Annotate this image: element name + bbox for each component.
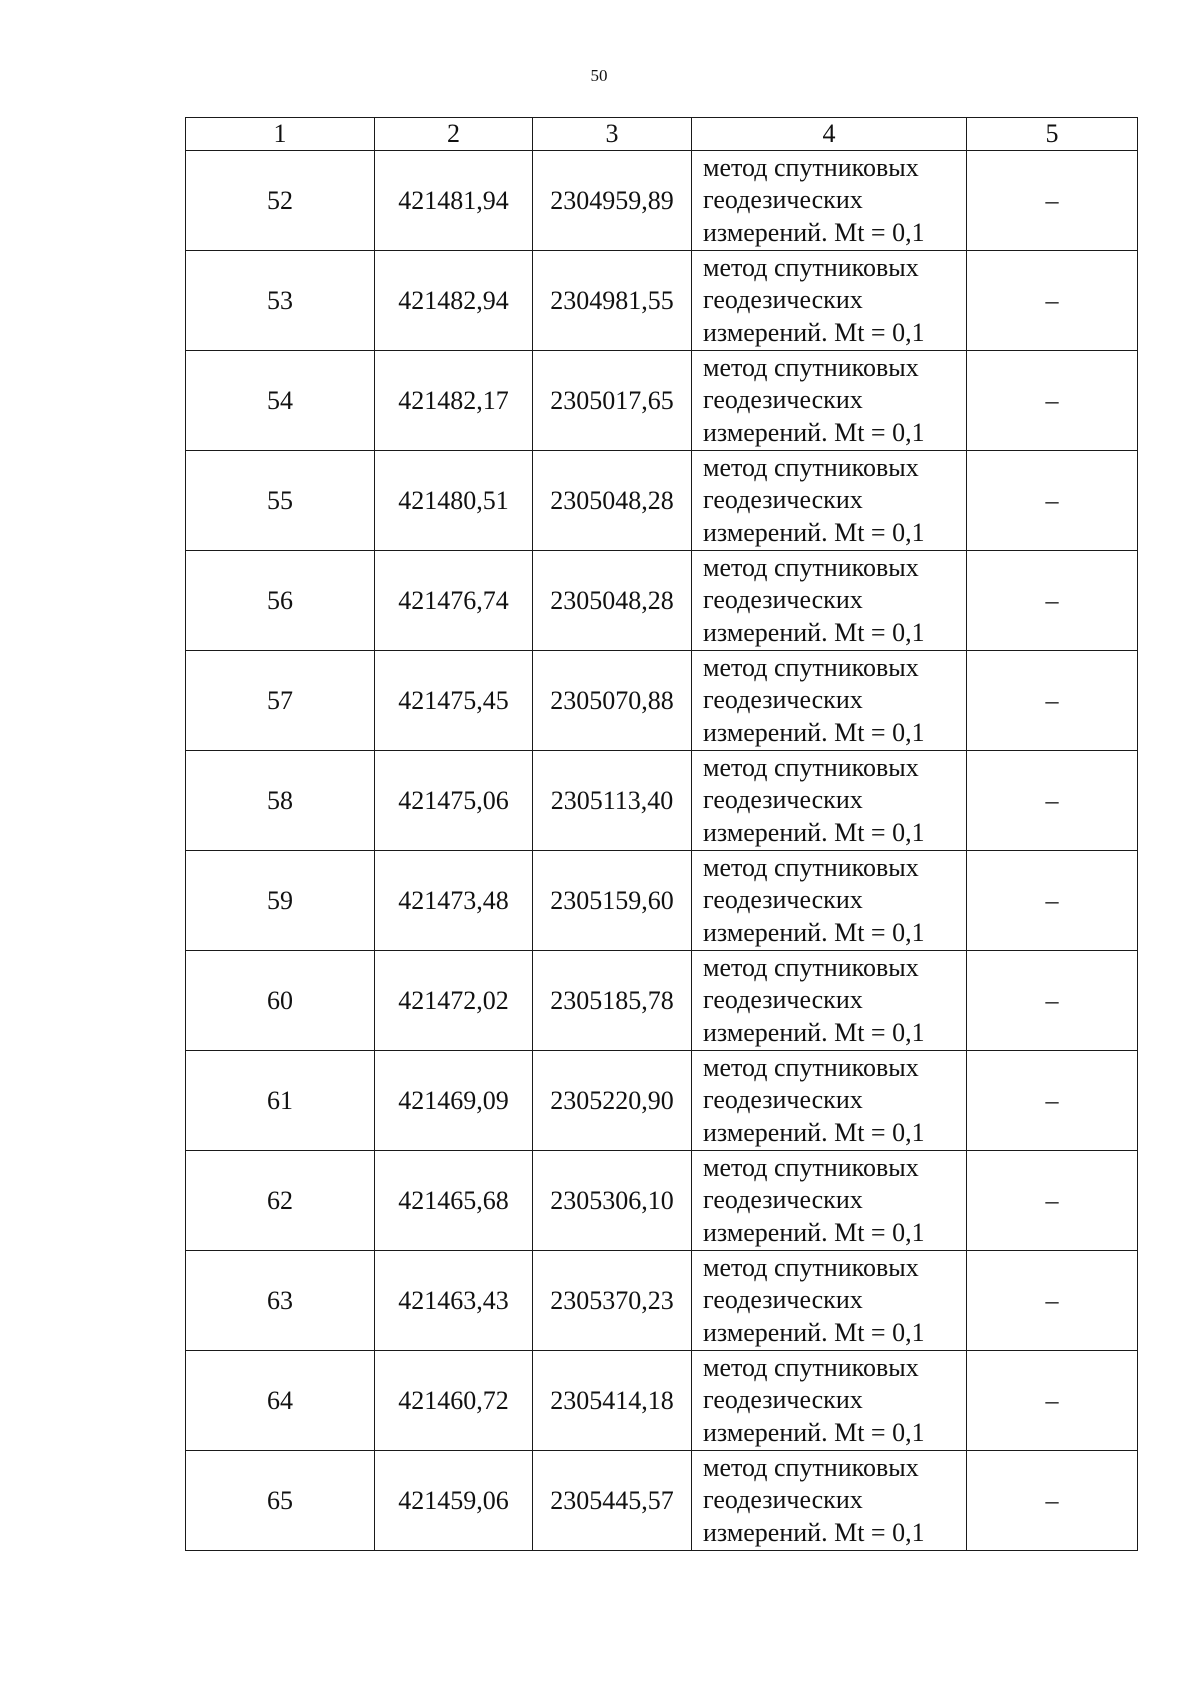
x-coordinate-cell: 421473,48 [375, 851, 533, 951]
method-line: измерений. Mt = 0,1 [703, 1217, 925, 1247]
method-line: геодезических [703, 1385, 863, 1415]
y-coordinate-cell: 2305113,40 [533, 751, 692, 851]
x-coordinate-cell: 421460,72 [375, 1351, 533, 1451]
method-cell [692, 651, 967, 751]
method-cell [692, 1351, 967, 1451]
note-cell: – [967, 851, 1138, 951]
method-line: геодезических [703, 985, 863, 1015]
table-body [186, 151, 1138, 1551]
y-coordinate-cell: 2305070,88 [533, 651, 692, 751]
method-line: измерений. Mt = 0,1 [703, 417, 925, 447]
method-line: измерений. Mt = 0,1 [703, 217, 925, 247]
method-line: метод спутниковых [703, 152, 919, 182]
table-row [186, 1351, 1138, 1451]
y-coordinate-cell: 2305306,10 [533, 1151, 692, 1251]
method-cell [692, 351, 967, 451]
method-cell [692, 1151, 967, 1251]
point-number-cell: 57 [186, 651, 375, 751]
method-line: геодезических [703, 885, 863, 915]
method-line: геодезических [703, 1185, 863, 1215]
method-line: геодезических [703, 1285, 863, 1315]
note-cell: – [967, 151, 1138, 251]
y-coordinate-cell: 2305445,57 [533, 1451, 692, 1551]
method-line: измерений. Mt = 0,1 [703, 517, 925, 547]
table-row [186, 451, 1138, 551]
method-line: метод спутниковых [703, 1152, 919, 1182]
method-line: метод спутниковых [703, 1252, 919, 1282]
table-header [186, 118, 1138, 151]
note-cell: – [967, 451, 1138, 551]
method-cell [692, 851, 967, 951]
point-number-cell: 64 [186, 1351, 375, 1451]
table-row [186, 951, 1138, 1051]
y-coordinate-cell: 2305220,90 [533, 1051, 692, 1151]
header-col-4: 4 [692, 118, 967, 151]
y-coordinate-cell: 2305048,28 [533, 451, 692, 551]
method-line: измерений. Mt = 0,1 [703, 817, 925, 847]
note-cell: – [967, 1151, 1138, 1251]
note-cell: – [967, 1351, 1138, 1451]
point-number-cell: 55 [186, 451, 375, 551]
method-cell [692, 251, 967, 351]
x-coordinate-cell: 421459,06 [375, 1451, 533, 1551]
method-cell [692, 1051, 967, 1151]
point-number-cell: 58 [186, 751, 375, 851]
table-row [186, 1051, 1138, 1151]
point-number-cell: 54 [186, 351, 375, 451]
method-cell [692, 451, 967, 551]
table-row [186, 251, 1138, 351]
y-coordinate-cell: 2305017,65 [533, 351, 692, 451]
method-cell [692, 1251, 967, 1351]
method-line: измерений. Mt = 0,1 [703, 1017, 925, 1047]
y-coordinate-cell: 2305370,23 [533, 1251, 692, 1351]
note-cell: – [967, 551, 1138, 651]
point-number-cell: 62 [186, 1151, 375, 1251]
method-line: измерений. Mt = 0,1 [703, 717, 925, 747]
note-cell: – [967, 951, 1138, 1051]
point-number-cell: 63 [186, 1251, 375, 1351]
header-col-3: 3 [533, 118, 692, 151]
table-row [186, 1451, 1138, 1551]
y-coordinate-cell: 2305414,18 [533, 1351, 692, 1451]
method-line: измерений. Mt = 0,1 [703, 617, 925, 647]
method-cell [692, 951, 967, 1051]
point-number-cell: 53 [186, 251, 375, 351]
method-line: метод спутниковых [703, 552, 919, 582]
method-line: геодезических [703, 785, 863, 815]
note-cell: – [967, 351, 1138, 451]
point-number-cell: 52 [186, 151, 375, 251]
note-cell: – [967, 1251, 1138, 1351]
table-row [186, 151, 1138, 251]
method-line: метод спутниковых [703, 752, 919, 782]
method-line: геодезических [703, 485, 863, 515]
method-cell [692, 551, 967, 651]
note-cell: – [967, 1051, 1138, 1151]
method-line: измерений. Mt = 0,1 [703, 1417, 925, 1447]
method-line: геодезических [703, 685, 863, 715]
coordinates-table [185, 117, 1138, 1551]
x-coordinate-cell: 421482,17 [375, 351, 533, 451]
y-coordinate-cell: 2305185,78 [533, 951, 692, 1051]
x-coordinate-cell: 421481,94 [375, 151, 533, 251]
table-row [186, 751, 1138, 851]
x-coordinate-cell: 421475,06 [375, 751, 533, 851]
method-line: измерений. Mt = 0,1 [703, 917, 925, 947]
method-line: метод спутниковых [703, 652, 919, 682]
page-number: 50 [590, 66, 608, 85]
method-line: геодезических [703, 1485, 863, 1515]
table-row [186, 351, 1138, 451]
method-line: метод спутниковых [703, 1052, 919, 1082]
x-coordinate-cell: 421480,51 [375, 451, 533, 551]
point-number-cell: 65 [186, 1451, 375, 1551]
table-row [186, 1251, 1138, 1351]
point-number-cell: 61 [186, 1051, 375, 1151]
method-line: измерений. Mt = 0,1 [703, 1517, 925, 1547]
x-coordinate-cell: 421476,74 [375, 551, 533, 651]
y-coordinate-cell: 2304981,55 [533, 251, 692, 351]
point-number-cell: 56 [186, 551, 375, 651]
x-coordinate-cell: 421475,45 [375, 651, 533, 751]
point-number-cell: 60 [186, 951, 375, 1051]
method-cell [692, 1451, 967, 1551]
y-coordinate-cell: 2305048,28 [533, 551, 692, 651]
method-line: метод спутниковых [703, 852, 919, 882]
method-line: измерений. Mt = 0,1 [703, 317, 925, 347]
table-row [186, 651, 1138, 751]
method-line: измерений. Mt = 0,1 [703, 1317, 925, 1347]
x-coordinate-cell: 421472,02 [375, 951, 533, 1051]
header-col-2: 2 [375, 118, 533, 151]
y-coordinate-cell: 2305159,60 [533, 851, 692, 951]
note-cell: – [967, 651, 1138, 751]
method-line: геодезических [703, 1085, 863, 1115]
method-line: метод спутниковых [703, 452, 919, 482]
table-row [186, 551, 1138, 651]
note-cell: – [967, 751, 1138, 851]
header-col-5: 5 [967, 118, 1138, 151]
note-cell: – [967, 251, 1138, 351]
method-line: метод спутниковых [703, 1352, 919, 1382]
method-line: метод спутниковых [703, 1452, 919, 1482]
method-line: метод спутниковых [703, 352, 919, 382]
method-line: метод спутниковых [703, 252, 919, 282]
method-line: геодезических [703, 585, 863, 615]
x-coordinate-cell: 421463,43 [375, 1251, 533, 1351]
method-line: геодезических [703, 185, 863, 215]
x-coordinate-cell: 421482,94 [375, 251, 533, 351]
method-line: измерений. Mt = 0,1 [703, 1117, 925, 1147]
header-row [186, 118, 1138, 151]
point-number-cell: 59 [186, 851, 375, 951]
method-line: метод спутниковых [703, 952, 919, 982]
y-coordinate-cell: 2304959,89 [533, 151, 692, 251]
table-row [186, 1151, 1138, 1251]
method-cell [692, 151, 967, 251]
table-row [186, 851, 1138, 951]
method-line: геодезических [703, 285, 863, 315]
x-coordinate-cell: 421465,68 [375, 1151, 533, 1251]
method-line: геодезических [703, 385, 863, 415]
method-cell [692, 751, 967, 851]
x-coordinate-cell: 421469,09 [375, 1051, 533, 1151]
header-col-1: 1 [186, 118, 375, 151]
note-cell: – [967, 1451, 1138, 1551]
